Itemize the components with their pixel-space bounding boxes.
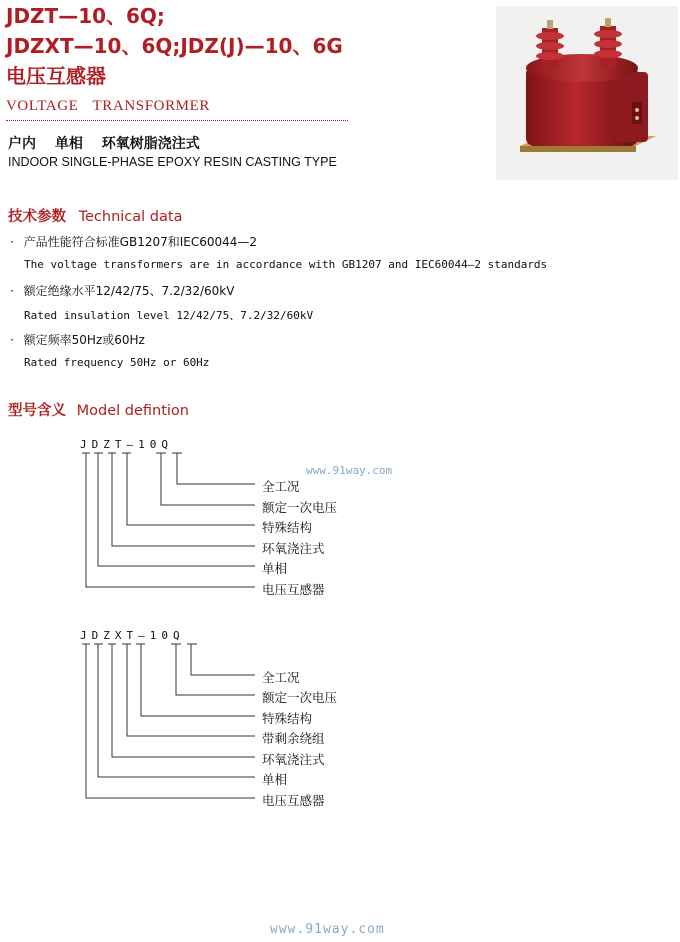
- model-heading-cn: 型号含义: [8, 403, 66, 419]
- type-chinese: 户内 单相 环氧树脂浇注式: [8, 136, 200, 152]
- tech-item-1-en: The voltage transformers are in accordance with GB1207 and IEC60044—2 standards: [24, 258, 548, 271]
- model1-label-1: 全工况: [262, 479, 300, 494]
- bullet-dot: ·: [10, 235, 14, 249]
- model1-label-3: 特殊结构: [262, 520, 313, 535]
- tech-item-2-cn-text: 额定绝缘水平12/42/75、7.2/32/60kV: [23, 284, 235, 298]
- model1-label-4: 环氧浇注式: [262, 541, 325, 556]
- model-code-1: JDZT—10Q: [80, 438, 173, 451]
- title-line-3: 电压互感器: [6, 64, 106, 88]
- model-heading-en: Model defintion: [76, 403, 189, 419]
- tech-item-2-en: Rated insulation level 12/42/75、7.2/32/60kV: [24, 309, 314, 322]
- model2-label-5: 环氧浇注式: [262, 752, 325, 767]
- model2-label-6: 单相: [262, 772, 288, 787]
- tech-item-1-cn-text: 产品性能符合标准GB1207和IEC60044—2: [23, 235, 258, 249]
- type-english: INDOOR SINGLE-PHASE EPOXY RESIN CASTING TYPE: [8, 155, 337, 169]
- model1-label-2: 额定一次电压: [262, 500, 338, 515]
- watermark-top: www.91way.com: [306, 464, 393, 477]
- bullet-dot: ·: [10, 333, 14, 347]
- model-code-2: JDZXT—10Q: [80, 629, 185, 642]
- technical-heading-en: Technical data: [78, 209, 183, 225]
- title-line-2: JDZXT—10、6Q;JDZ(J)—10、6G: [6, 34, 343, 58]
- model2-label-2: 额定一次电压: [262, 690, 338, 705]
- model2-label-3: 特殊结构: [262, 711, 313, 726]
- model1-label-5: 单相: [262, 561, 288, 576]
- model2-label-4: 带剩余绕组: [262, 731, 325, 746]
- model2-label-7: 电压互感器: [262, 793, 325, 808]
- model2-label-1: 全工况: [262, 670, 300, 685]
- model1-label-6: 电压互感器: [262, 582, 325, 597]
- subtitle-english: VOLTAGE TRANSFORMER: [6, 98, 210, 114]
- title-line-1: JDZT—10、6Q;: [6, 4, 165, 28]
- tech-item-3-cn-text: 额定频率50Hz或60Hz: [23, 333, 145, 347]
- technical-heading-cn: 技术参数: [8, 209, 66, 225]
- tech-item-3-en: Rated frequency 50Hz or 60Hz: [24, 356, 210, 369]
- watermark-bottom: www.91way.com: [270, 922, 385, 937]
- bullet-dot: ·: [10, 284, 14, 298]
